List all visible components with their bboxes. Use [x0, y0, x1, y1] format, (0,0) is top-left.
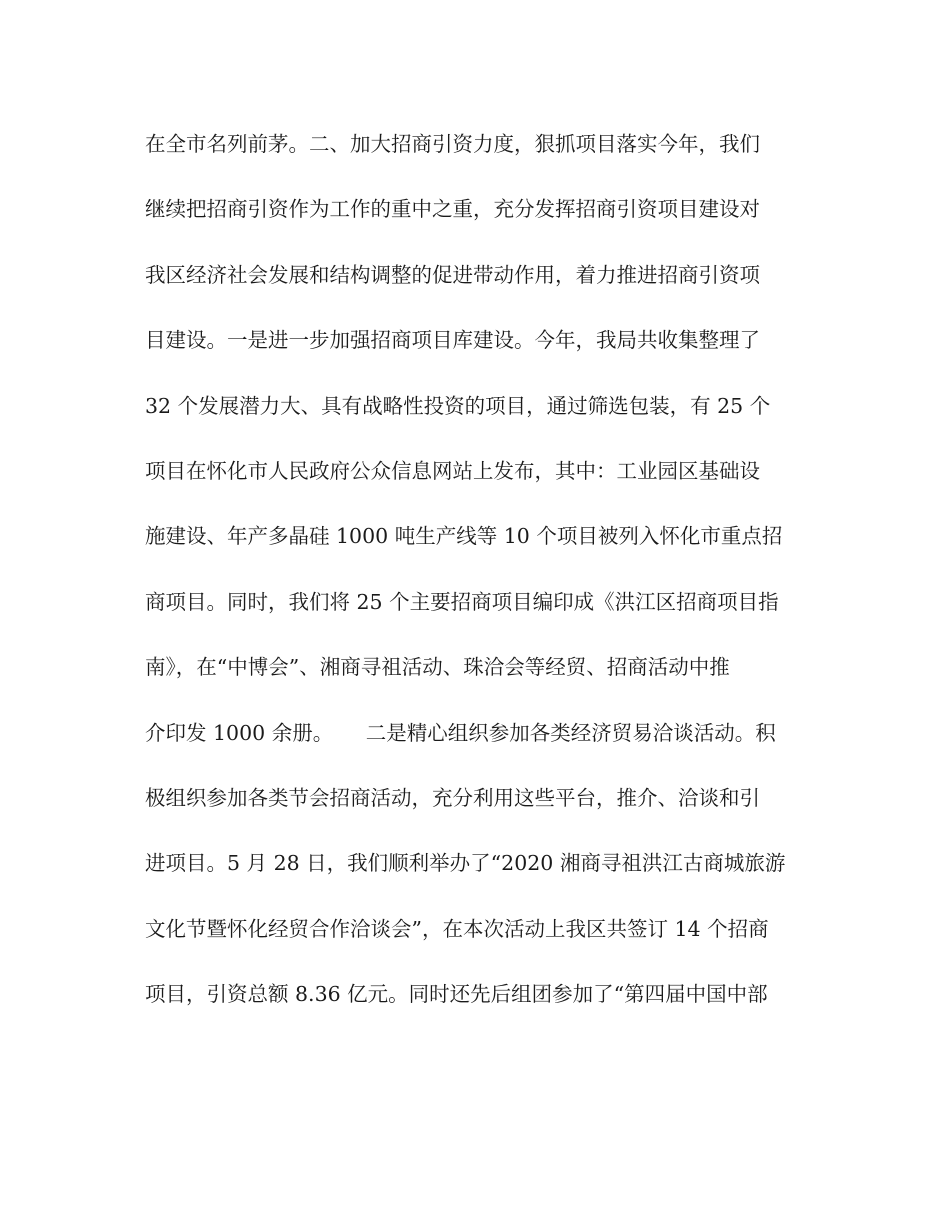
- text-line: 极组织参加各类节会招商活动，充分利用这些平台，推介、洽谈和引: [145, 785, 760, 810]
- text-line: 文化节暨怀化经贸合作洽谈会”，在本次活动上我区共签订 14 个招商: [145, 916, 769, 941]
- text-line: 南》，在“中博会”、湘商寻祖活动、珠洽会等经贸、招商活动中推: [145, 655, 730, 680]
- text-line: 进项目。5 月 28 日，我们顺利举办了“2020 湘商寻祖洪江古商城旅游: [145, 851, 786, 876]
- text-line: 介印发 1000 余册。 二是精心组织参加各类经济贸易洽谈活动。积: [145, 720, 776, 745]
- text-line: 在全市名列前茅。二、加大招商引资力度，狠抓项目落实今年，我们: [145, 132, 760, 156]
- text-line: 施建设、年产多晶硅 1000 吨生产线等 10 个项目被列入怀化市重点招: [145, 524, 783, 549]
- text-line: 继续把招商引资作为工作的重中之重，充分发挥招商引资项目建设对: [145, 197, 760, 222]
- text-line: 商项目。同时，我们将 25 个主要招商项目编印成《洪江区招商项目指: [145, 589, 779, 614]
- text-line: 32 个发展潜力大、具有战略性投资的项目，通过筛选包装，有 25 个: [145, 393, 771, 418]
- text-line: 我区经济社会发展和结构调整的促进带动作用，着力推进招商引资项: [145, 262, 760, 287]
- text-line: 项目在怀化市人民政府公众信息网站上发布，其中：工业园区基础设: [145, 458, 760, 483]
- body-text: [145, 124, 825, 1039]
- text-line: 目建设。一是进一步加强招商项目库建设。今年，我局共收集整理了: [145, 328, 760, 353]
- text-line: 项目，引资总额 8.36 亿元。同时还先后组团参加了“第四届中国中部: [145, 982, 768, 1007]
